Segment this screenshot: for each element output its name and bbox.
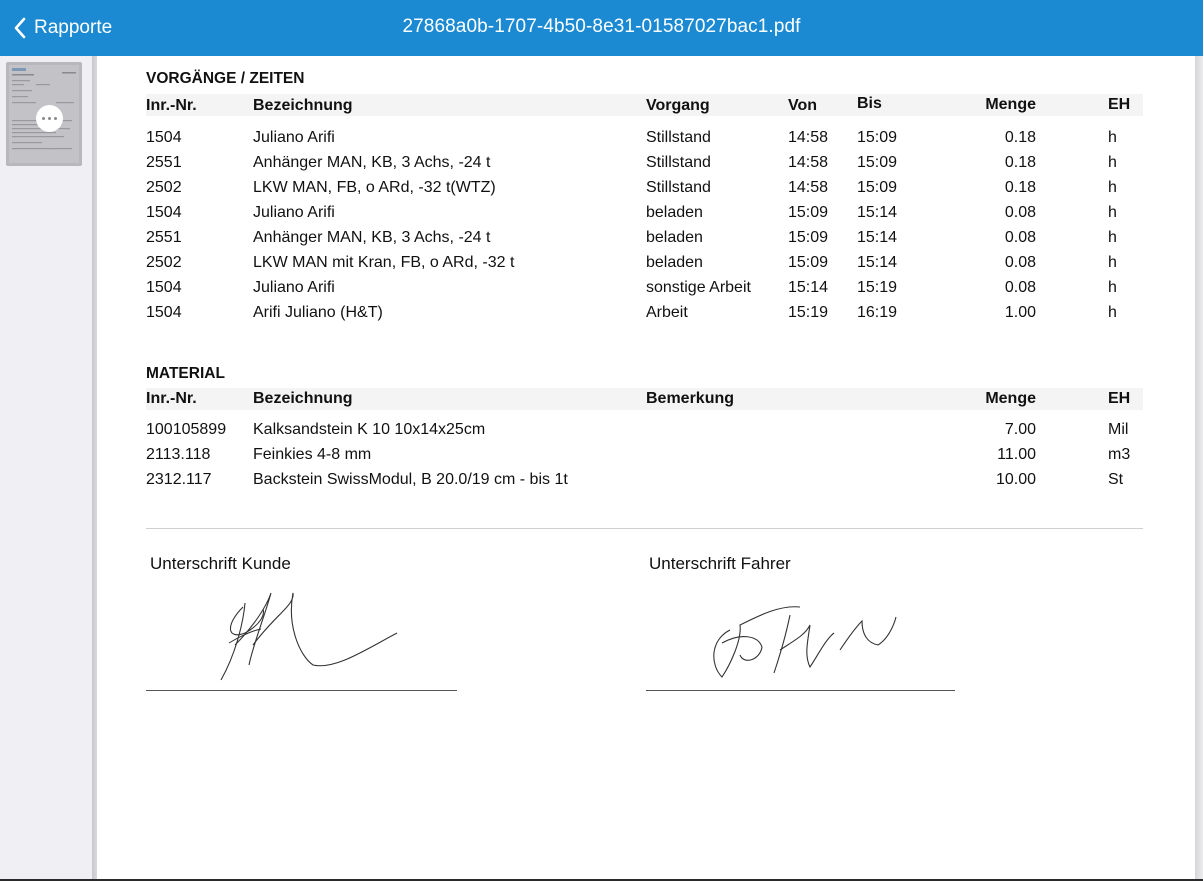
cell-von: 14:58 — [788, 129, 829, 146]
cell-bis: 16:19 — [857, 304, 898, 321]
cell-menge: 0.18 — [1004, 154, 1036, 171]
cell-menge: 0.18 — [1004, 129, 1036, 146]
col-bis-header: Bis — [857, 95, 882, 112]
document-title: 27868a0b-1707-4b50-8e31-01587027bac1.pdf — [402, 16, 801, 37]
cell-nr: 1504 — [146, 129, 182, 146]
cell-nr: 2312.117 — [146, 471, 212, 488]
section-divider — [146, 528, 1143, 529]
cell-von: 15:19 — [788, 304, 829, 321]
navigation-bar — [0, 0, 1203, 56]
cell-eh: h — [1108, 229, 1117, 246]
cell-vorgang: beladen — [646, 229, 703, 246]
cell-nr: 1504 — [146, 304, 182, 321]
ellipsis-icon[interactable] — [36, 105, 63, 132]
col-nr-header: Inr.-Nr. — [146, 97, 197, 114]
cell-bis: 15:09 — [857, 129, 898, 146]
cell-von: 15:09 — [788, 254, 829, 271]
cell-vorgang: Stillstand — [646, 154, 711, 171]
cell-nr: 100105899 — [146, 421, 227, 438]
cell-menge: 0.08 — [1004, 229, 1036, 246]
cell-von: 15:14 — [788, 279, 829, 296]
cell-menge: 0.08 — [1004, 254, 1036, 271]
cell-menge: 11.00 — [997, 446, 1036, 463]
cell-eh: Mil — [1108, 421, 1129, 438]
material-title: MATERIAL — [146, 365, 225, 382]
cell-eh: h — [1108, 129, 1117, 146]
driver-signature-image — [700, 595, 910, 690]
cell-bezeichnung: LKW MAN, FB, o ARd, -32 t(WTZ) — [253, 179, 496, 196]
cell-vorgang: beladen — [646, 204, 703, 221]
signature-customer-line — [146, 690, 457, 691]
cell-menge: 0.08 — [1004, 279, 1036, 296]
cell-nr: 2502 — [146, 179, 182, 196]
cell-von: 15:09 — [788, 229, 829, 246]
mat-col-bezeichnung-header: Bezeichnung — [253, 390, 353, 407]
cell-eh: St — [1108, 471, 1124, 488]
page-right-edge — [1195, 56, 1203, 881]
cell-bezeichnung: LKW MAN mit Kran, FB, o ARd, -32 t — [253, 254, 515, 271]
col-menge-header: Menge — [985, 96, 1036, 113]
mat-col-eh-header: EH — [1108, 390, 1131, 407]
mat-col-bemerkung-header: Bemerkung — [646, 390, 735, 407]
signature-customer-label: Unterschrift Kunde — [150, 554, 291, 573]
back-label: Rapporte — [34, 17, 113, 38]
cell-eh: h — [1108, 279, 1117, 296]
cell-eh: h — [1108, 154, 1117, 171]
cell-vorgang: beladen — [646, 254, 703, 271]
signature-driver-line — [646, 690, 955, 691]
cell-eh: h — [1108, 304, 1117, 321]
cell-vorgang: Arbeit — [646, 304, 688, 321]
cell-bis: 15:19 — [857, 279, 898, 296]
mat-col-menge-header: Menge — [985, 390, 1036, 407]
cell-menge: 1.00 — [1004, 304, 1036, 321]
cell-vorgang: Stillstand — [646, 179, 711, 196]
col-vorgang-header: Vorgang — [646, 97, 710, 114]
mat-col-nr-header: Inr.-Nr. — [146, 390, 197, 407]
cell-vorgang: Stillstand — [646, 129, 711, 146]
cell-nr: 1504 — [146, 279, 182, 296]
thumbnail-sidebar — [0, 56, 92, 881]
cell-menge: 7.00 — [1004, 421, 1036, 438]
cell-eh: h — [1108, 204, 1117, 221]
cell-bis: 15:14 — [857, 229, 898, 246]
cell-menge: 0.18 — [1004, 179, 1036, 196]
cell-menge: 0.08 — [1004, 204, 1036, 221]
signature-driver-label: Unterschrift Fahrer — [649, 554, 791, 573]
cell-nr: 2113.118 — [146, 446, 211, 463]
cell-vorgang: sonstige Arbeit — [646, 279, 751, 296]
cell-bezeichnung: Feinkies 4-8 mm — [253, 446, 372, 463]
cell-bezeichnung: Juliano Arifi — [253, 279, 335, 296]
cell-bezeichnung: Juliano Arifi — [253, 204, 335, 221]
cell-bezeichnung: Arifi Juliano (H&T) — [253, 304, 383, 321]
cell-bis: 15:09 — [857, 179, 898, 196]
cell-bis: 15:14 — [857, 204, 898, 221]
cell-nr: 1504 — [146, 204, 182, 221]
cell-menge: 10.00 — [995, 471, 1036, 488]
cell-bezeichnung: Anhänger MAN, KB, 3 Achs, -24 t — [253, 229, 491, 246]
cell-nr: 2551 — [146, 154, 182, 171]
cell-bezeichnung: Anhänger MAN, KB, 3 Achs, -24 t — [253, 154, 491, 171]
cell-bis: 15:14 — [857, 254, 898, 271]
cell-nr: 2502 — [146, 254, 182, 271]
customer-signature-image — [205, 585, 405, 685]
cell-von: 15:09 — [788, 204, 829, 221]
cell-von: 14:58 — [788, 179, 829, 196]
cell-eh: h — [1108, 254, 1117, 271]
cell-bezeichnung: Backstein SwissModul, B 20.0/19 cm - bis 1t — [253, 471, 568, 488]
cell-bezeichnung: Juliano Arifi — [253, 129, 335, 146]
cell-nr: 2551 — [146, 229, 182, 246]
cell-von: 14:58 — [788, 154, 829, 171]
page-thumbnail[interactable] — [6, 62, 82, 166]
cell-bezeichnung: Kalksandstein K 10 10x14x25cm — [253, 421, 486, 438]
col-eh-header: EH — [1108, 96, 1131, 113]
vorgaenge-title: VORGÄNGE / ZEITEN — [146, 70, 305, 87]
col-von-header: Von — [788, 97, 818, 114]
cell-bis: 15:09 — [857, 154, 898, 171]
col-bezeichnung-header: Bezeichnung — [253, 97, 353, 114]
cell-eh: h — [1108, 179, 1117, 196]
cell-eh: m3 — [1108, 446, 1131, 463]
